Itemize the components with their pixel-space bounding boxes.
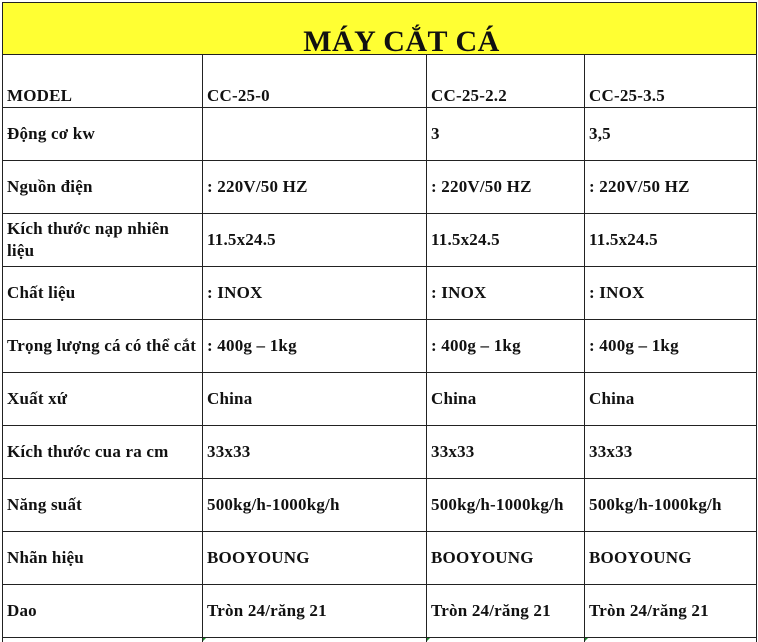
model-row bbox=[3, 55, 757, 108]
partial-row bbox=[3, 638, 757, 642]
row-label[interactable]: Năng suất bbox=[3, 479, 203, 532]
model-label-cell[interactable]: MODEL bbox=[3, 55, 203, 108]
row-value[interactable]: BOOYOUNG bbox=[585, 532, 757, 585]
model-cell-3[interactable]: CC-25-3.5 bbox=[585, 55, 757, 108]
title-cell[interactable] bbox=[3, 3, 757, 55]
row-value[interactable]: 33x33 bbox=[427, 426, 585, 479]
row-value[interactable]: Tròn 24/răng 21 bbox=[427, 585, 585, 638]
spec-table bbox=[2, 2, 757, 642]
row-value[interactable]: China bbox=[585, 373, 757, 426]
row-value[interactable]: 500kg/h-1000kg/h bbox=[203, 479, 427, 532]
model-cell-2[interactable]: CC-25-2.2 bbox=[427, 55, 585, 108]
row-value[interactable]: 11.5x24.5 bbox=[203, 214, 427, 267]
row-value[interactable]: : INOX bbox=[427, 267, 585, 320]
row-value[interactable]: Tròn 24/răng 21 bbox=[203, 585, 427, 638]
table-title: MÁY CẮT CÁ bbox=[303, 25, 500, 55]
table-row-origin bbox=[3, 373, 757, 426]
partial-cell[interactable] bbox=[203, 638, 427, 642]
row-label[interactable]: Chất liệu bbox=[3, 267, 203, 320]
table-row-blade bbox=[3, 585, 757, 638]
row-label[interactable]: Động cơ kw bbox=[3, 108, 203, 161]
row-value[interactable]: : INOX bbox=[203, 267, 427, 320]
row-value[interactable]: 500kg/h-1000kg/h bbox=[585, 479, 757, 532]
partial-cell[interactable] bbox=[3, 638, 203, 642]
row-value[interactable]: China bbox=[427, 373, 585, 426]
row-value[interactable]: 11.5x24.5 bbox=[427, 214, 585, 267]
partial-cell[interactable] bbox=[427, 638, 585, 642]
table-row-output-size bbox=[3, 426, 757, 479]
error-indicator-icon bbox=[427, 638, 432, 642]
row-value[interactable]: 500kg/h-1000kg/h bbox=[427, 479, 585, 532]
row-value[interactable] bbox=[203, 108, 427, 161]
row-label[interactable]: Xuất xứ bbox=[3, 373, 203, 426]
table-row-brand bbox=[3, 532, 757, 585]
table-row-capacity bbox=[3, 479, 757, 532]
row-label[interactable]: Trọng lượng cá có thể cắt bbox=[3, 320, 203, 373]
row-value[interactable]: : INOX bbox=[585, 267, 757, 320]
row-value[interactable]: : 400g – 1kg bbox=[585, 320, 757, 373]
row-value[interactable]: Tròn 24/răng 21 bbox=[585, 585, 757, 638]
row-value[interactable]: : 220V/50 HZ bbox=[585, 161, 757, 214]
row-label[interactable]: Kích thước cua ra cm bbox=[3, 426, 203, 479]
row-label[interactable]: Nguồn điện bbox=[3, 161, 203, 214]
row-label[interactable]: Dao bbox=[3, 585, 203, 638]
error-indicator-icon bbox=[203, 638, 208, 642]
table-row-material bbox=[3, 267, 757, 320]
table-row-motor bbox=[3, 108, 757, 161]
row-value[interactable]: 33x33 bbox=[203, 426, 427, 479]
row-value[interactable]: 3 bbox=[427, 108, 585, 161]
table-row-power bbox=[3, 161, 757, 214]
row-value[interactable]: 33x33 bbox=[585, 426, 757, 479]
row-value[interactable]: China bbox=[203, 373, 427, 426]
row-value[interactable]: BOOYOUNG bbox=[203, 532, 427, 585]
table-row-fish-weight bbox=[3, 320, 757, 373]
row-label[interactable]: Kích thước nạp nhiên liệu bbox=[3, 214, 203, 267]
row-value[interactable]: : 400g – 1kg bbox=[203, 320, 427, 373]
table-row-feed-size bbox=[3, 214, 757, 267]
title-row bbox=[3, 3, 757, 55]
model-cell-1[interactable]: CC-25-0 bbox=[203, 55, 427, 108]
row-value[interactable]: 11.5x24.5 bbox=[585, 214, 757, 267]
row-value[interactable]: : 220V/50 HZ bbox=[427, 161, 585, 214]
row-value[interactable]: : 220V/50 HZ bbox=[203, 161, 427, 214]
row-value[interactable]: 3,5 bbox=[585, 108, 757, 161]
row-label[interactable]: Nhãn hiệu bbox=[3, 532, 203, 585]
row-value[interactable]: BOOYOUNG bbox=[427, 532, 585, 585]
error-indicator-icon bbox=[585, 638, 590, 642]
row-value[interactable]: : 400g – 1kg bbox=[427, 320, 585, 373]
partial-cell[interactable] bbox=[585, 638, 757, 642]
